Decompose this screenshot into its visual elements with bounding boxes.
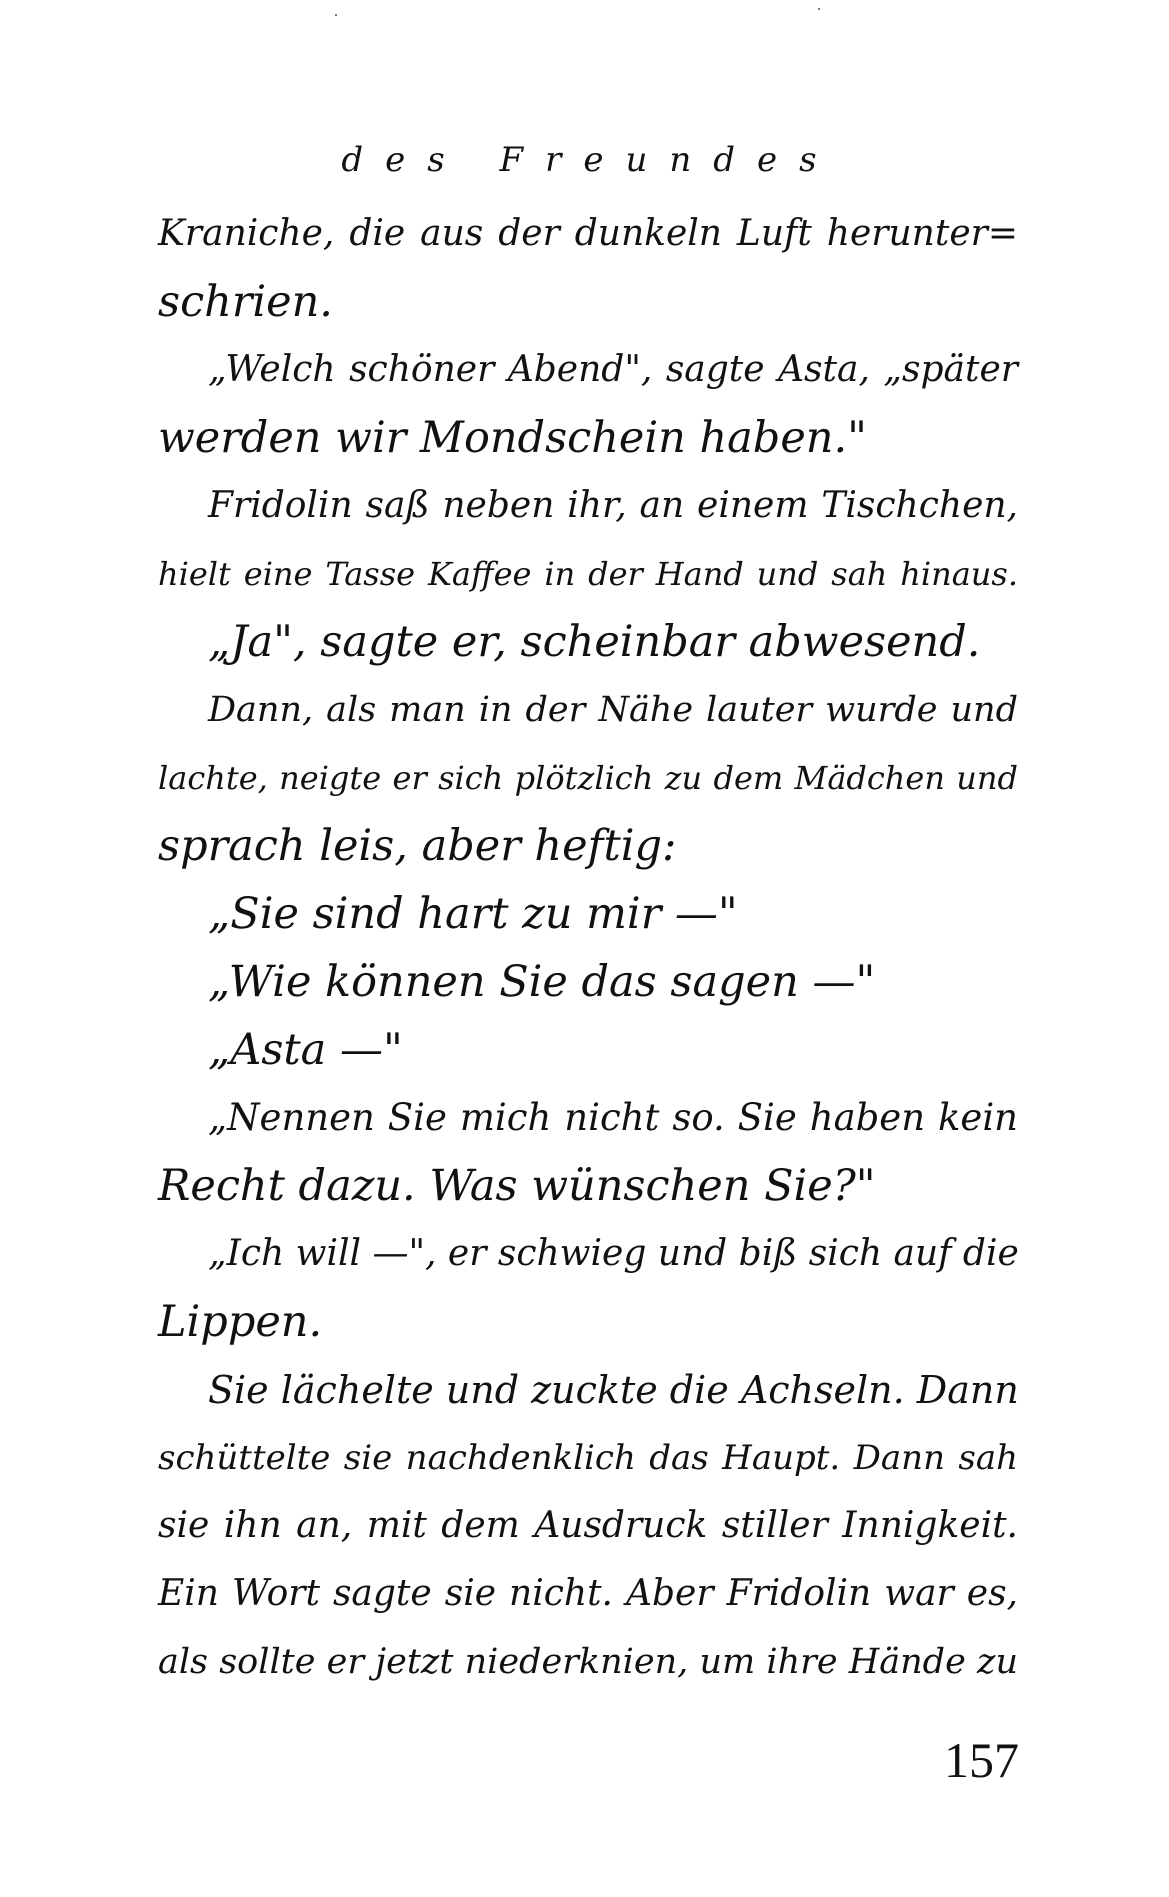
text-line: als sollte er jetzt niederknien, um ihre Hände zu bbox=[158, 1642, 1018, 1682]
running-head: des Freundes bbox=[341, 140, 839, 180]
text-line: sie ihn an, mit dem Ausdruck stiller Innigkeit. bbox=[158, 1505, 1018, 1546]
text-line: Dann, als man in der Nähe lauter wurde und bbox=[208, 690, 1018, 730]
paper-speck bbox=[818, 8, 820, 10]
text-line: sprach leis, aber heftig: bbox=[158, 821, 677, 871]
text-line: Ein Wort sagte sie nicht. Aber Fridolin war es, bbox=[158, 1573, 1018, 1614]
text-line: Fridolin saß neben ihr, an einem Tischchen, bbox=[208, 485, 1018, 526]
text-line: „Wie können Sie das sagen —" bbox=[208, 957, 876, 1007]
text-line: „Ich will —", er schwieg und biß sich auf die bbox=[208, 1233, 1019, 1274]
text-line: Sie lächelte und zuckte die Achseln. Dann bbox=[208, 1368, 1019, 1412]
text-line: lachte, neigte er sich plötzlich zu dem Mädchen und bbox=[158, 759, 1018, 797]
text-line: „Sie sind hart zu mir —" bbox=[208, 889, 738, 939]
text-line: werden wir Mondschein haben." bbox=[158, 413, 867, 463]
text-line: „Nennen Sie mich nicht so. Sie haben kein bbox=[208, 1096, 1018, 1139]
body-text bbox=[158, 200, 1018, 1696]
text-line: Recht dazu. Was wünschen Sie?" bbox=[158, 1161, 876, 1211]
text-line: „Asta —" bbox=[208, 1025, 403, 1075]
text-line: „Ja", sagte er, scheinbar abwesend. bbox=[208, 617, 981, 667]
text-line: schrien. bbox=[158, 277, 333, 327]
text-line: „Welch schöner Abend", sagte Asta, „später bbox=[208, 349, 1018, 390]
text-line: Kraniche, die aus der dunkeln Luft herunter= bbox=[158, 213, 1018, 254]
text-line: hielt eine Tasse Kaffee in der Hand und sah hinaus. bbox=[158, 555, 1018, 593]
text-line: Lippen. bbox=[158, 1297, 323, 1347]
page-number: 157 bbox=[944, 1732, 1019, 1788]
text-line: schüttelte sie nachdenklich das Haupt. Dann sah bbox=[158, 1438, 1018, 1478]
paper-speck bbox=[335, 14, 337, 16]
